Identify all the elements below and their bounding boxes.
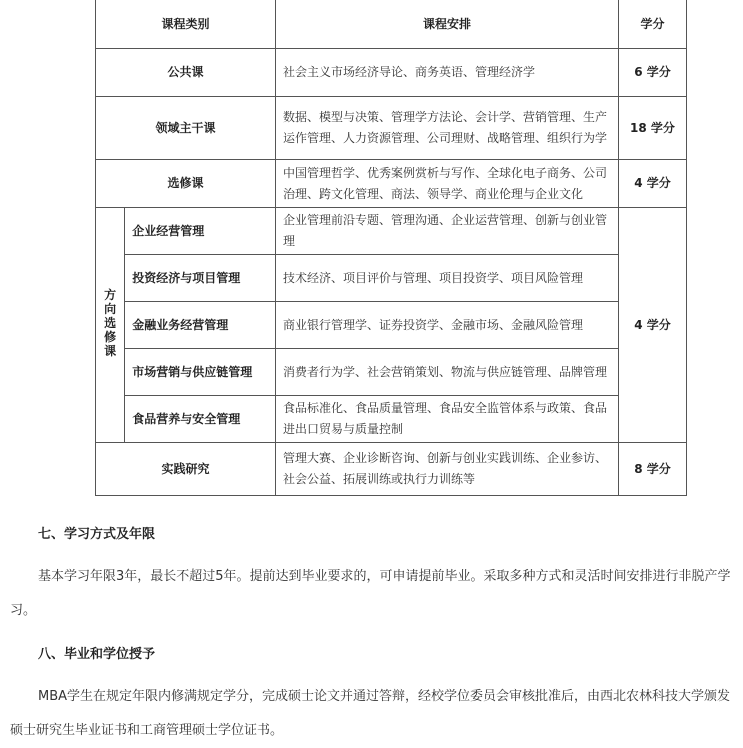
row-arrangement: 管理大赛、企业诊断咨询、创新与创业实践训练、企业参访、社会公益、拓展训练或执行力训练等 (276, 443, 619, 496)
table-row (96, 160, 687, 208)
direction-arrangement: 技术经济、项目评价与管理、项目投资学、项目风险管理 (276, 255, 619, 302)
row-category: 实践研究 (96, 443, 276, 496)
direction-name: 金融业务经营管理 (125, 302, 276, 349)
direction-label-cell (96, 208, 125, 443)
section-title: 七、学习方式及年限 (38, 527, 156, 542)
direction-label: 方向选修课 (104, 288, 117, 358)
row-category: 选修课 (96, 160, 276, 208)
table-row (96, 443, 687, 496)
section-body: 基本学习年限3年，最长不超过5年。提前达到毕业要求的，可申请提前毕业。采取多种方式和灵活时间安排进行非脱产学习。 (10, 569, 731, 618)
section-title: 八、毕业和学位授予 (38, 647, 156, 662)
direction-arrangement: 商业银行管理学、证券投资学、金融市场、金融风险管理 (276, 302, 619, 349)
row-category: 公共课 (96, 49, 276, 97)
row-arrangement: 数据、模型与决策、管理学方法论、会计学、营销管理、生产运作管理、人力资源管理、公司理财、战略管理、组织行为学 (276, 97, 619, 160)
row-credits: 6 学分 (619, 49, 687, 97)
header-arrangement: 课程安排 (276, 0, 619, 49)
row-credits: 18 学分 (619, 97, 687, 160)
table-row-direction (96, 208, 687, 255)
table-row-direction (96, 396, 687, 443)
table-row-direction (96, 302, 687, 349)
row-arrangement: 中国管理哲学、优秀案例赏析与写作、全球化电子商务、公司治理、跨文化管理、商法、领导学、商业伦理与企业文化 (276, 160, 619, 208)
table-row (96, 97, 687, 160)
header-category: 课程类别 (96, 0, 276, 49)
row-credits: 8 学分 (619, 443, 687, 496)
direction-arrangement: 食品标准化、食品质量管理、食品安全监管体系与政策、食品进出口贸易与质量控制 (276, 396, 619, 443)
direction-name: 食品营养与安全管理 (125, 396, 276, 443)
direction-credits: 4 学分 (619, 208, 687, 443)
direction-arrangement: 企业管理前沿专题、管理沟通、企业运营管理、创新与创业管理 (276, 208, 619, 255)
row-arrangement: 社会主义市场经济导论、商务英语、管理经济学 (276, 49, 619, 97)
header-credits: 学分 (619, 0, 687, 49)
table-row (96, 49, 687, 97)
direction-name: 投资经济与项目管理 (125, 255, 276, 302)
table-header-row (96, 0, 687, 49)
row-category: 领域主干课 (96, 97, 276, 160)
row-credits: 4 学分 (619, 160, 687, 208)
table-row-direction (96, 349, 687, 396)
section-body: MBA学生在规定年限内修满规定学分，完成硕士论文并通过答辩，经校学位委员会审核批准后，由西北农林科技大学颁发硕士研究生毕业证书和工商管理硕士学位证书。 (10, 689, 731, 738)
direction-name: 市场营销与供应链管理 (125, 349, 276, 396)
curriculum-table (95, 0, 687, 496)
direction-arrangement: 消费者行为学、社会营销策划、物流与供应链管理、品牌管理 (276, 349, 619, 396)
table-row-direction (96, 255, 687, 302)
direction-name: 企业经营管理 (125, 208, 276, 255)
